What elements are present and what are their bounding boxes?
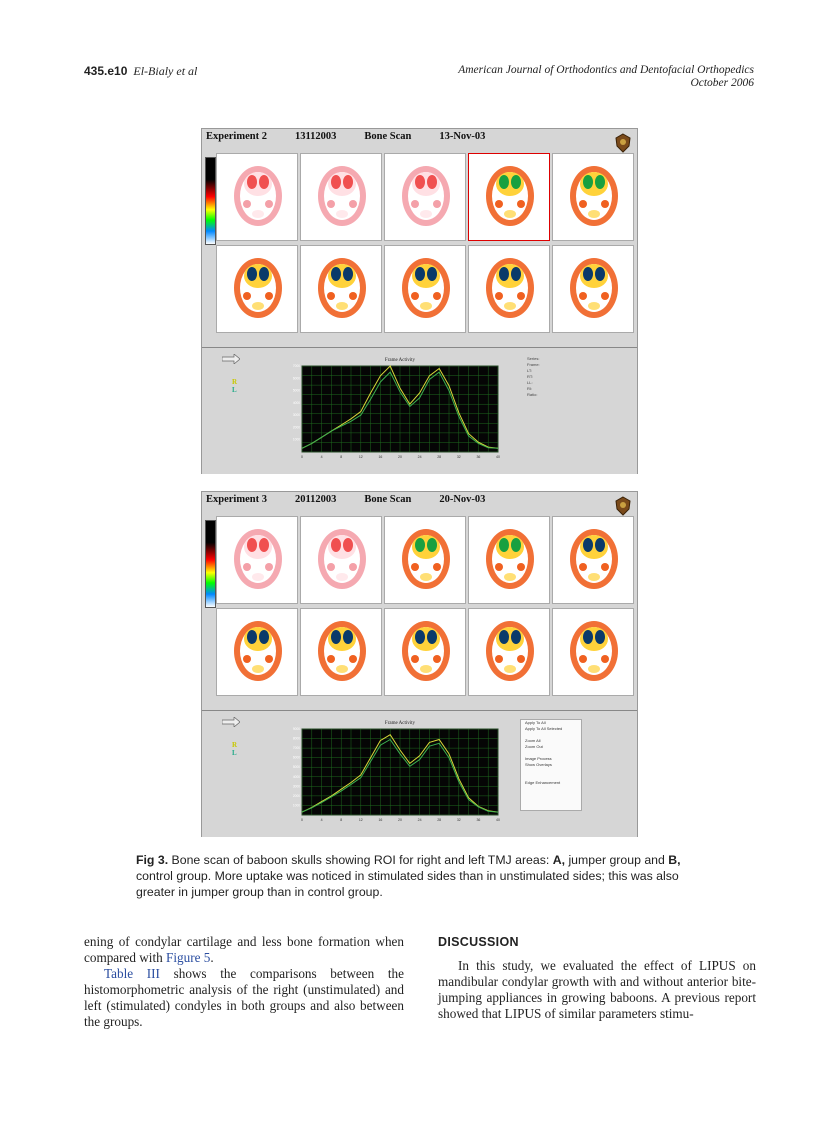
stat-label: LL: (527, 380, 533, 385)
body-column-right (438, 934, 756, 1022)
scan-thumbnail[interactable] (216, 153, 298, 241)
scan-thumbnail[interactable] (216, 245, 298, 333)
scan-thumbnail[interactable] (384, 245, 466, 333)
menu-item[interactable]: Zoom Out (525, 744, 543, 749)
x-tick-label: 36 (476, 455, 481, 459)
scan-thumbnail[interactable] (384, 153, 466, 241)
skull-scan-image (469, 517, 551, 605)
stat-label: RI: (527, 386, 533, 391)
skull-scan-image (553, 246, 635, 334)
skull-scan-image (385, 154, 467, 242)
skull-scan-image (301, 609, 383, 697)
menu-item[interactable]: Zoom All (525, 738, 541, 743)
scan-date: 13-Nov-03 (439, 131, 486, 142)
scan-grid (216, 516, 636, 706)
scan-thumbnail[interactable] (468, 153, 550, 241)
table-link[interactable]: Table III (104, 966, 160, 981)
authors: El-Bialy et al (133, 64, 198, 78)
figure-caption (136, 852, 716, 900)
paragraph-text: ening of condylar cartilage and less bone formation when compared with (84, 934, 404, 965)
stat-label: Frame: (527, 362, 540, 367)
skull-scan-image (469, 154, 551, 242)
scan-thumbnail[interactable] (300, 245, 382, 333)
scan-type: Bone Scan (364, 131, 412, 142)
skull-scan-image (217, 154, 299, 242)
running-header-left (84, 64, 197, 79)
x-tick-label: 20 (398, 455, 402, 459)
experiment-label: Experiment 3 (206, 494, 267, 505)
y-tick-label: 4000 (292, 400, 300, 405)
x-tick-label: 0 (301, 455, 303, 459)
x-tick-label: 40 (496, 818, 500, 822)
skull-scan-image (469, 246, 551, 334)
x-tick-label: 16 (378, 455, 383, 459)
y-tick-label: 5000 (292, 765, 300, 770)
y-tick-label: 6000 (292, 755, 300, 760)
experiment-label: Experiment 2 (206, 131, 267, 142)
y-tick-label: 3000 (292, 413, 300, 418)
skull-scan-image (553, 154, 635, 242)
x-tick-label: 0 (301, 818, 303, 822)
frame-activity-chart (262, 352, 502, 470)
y-tick-label: 8000 (292, 736, 300, 741)
skull-scan-image (385, 517, 467, 605)
x-tick-label: 12 (358, 455, 363, 459)
skull-scan-image (217, 246, 299, 334)
color-scale (205, 520, 216, 608)
journal-title: American Journal of Orthodontics and Dentofacial Orthopedics (458, 64, 754, 76)
panel-title (206, 131, 513, 142)
y-tick-label: 1000 (292, 437, 300, 442)
skull-scan-image (301, 517, 383, 605)
scan-type: Bone Scan (364, 494, 412, 505)
legend-l: L (232, 386, 237, 394)
paragraph-text: . (210, 950, 214, 965)
x-tick-label: 8 (340, 818, 343, 822)
experiment-id: 20112003 (294, 494, 337, 505)
skull-scan-image (217, 609, 299, 697)
scan-thumbnail[interactable] (300, 153, 382, 241)
caption-text: jumper group and (565, 853, 669, 867)
skull-scan-image (553, 517, 635, 605)
context-menu (520, 719, 582, 811)
x-tick-label: 24 (417, 818, 422, 822)
x-tick-label: 8 (340, 455, 343, 459)
scan-thumbnail[interactable] (384, 516, 466, 604)
y-tick-label: 2000 (292, 425, 300, 430)
legend-r: R (232, 741, 238, 749)
x-tick-label: 4 (320, 455, 323, 459)
scan-thumbnail[interactable] (300, 516, 382, 604)
experiment-id: 13112003 (294, 131, 337, 142)
stat-label: LT: (527, 368, 533, 373)
scan-thumbnail[interactable] (552, 153, 634, 241)
section-heading: DISCUSSION (438, 935, 519, 949)
caption-label: Fig 3. (136, 853, 169, 867)
menu-item[interactable]: Image Process (525, 756, 552, 761)
skull-scan-image (301, 154, 383, 242)
caption-part-a: A, (552, 853, 566, 867)
color-scale (205, 157, 216, 245)
y-tick-label: 7000 (292, 364, 300, 368)
y-tick-label: 5000 (292, 388, 300, 393)
y-tick-label: 9000 (292, 727, 300, 731)
figure-panel-b (201, 491, 638, 837)
panel-title (206, 494, 513, 505)
x-tick-label: 12 (358, 818, 363, 822)
skull-scan-image (553, 609, 635, 697)
scan-thumbnail[interactable] (552, 516, 634, 604)
scan-grid (216, 153, 636, 343)
paragraph-text: shows the comparisons between the histomorphometric analysis of the right (unstimulated) and left (stimulated) condyles in both groups and also between the groups. (84, 966, 404, 1029)
menu-item[interactable]: Apply To All (525, 720, 546, 725)
menu-item[interactable]: Apply To All Selected (525, 726, 563, 731)
arrow-icon (222, 354, 240, 364)
y-tick-label: 7000 (292, 746, 300, 751)
x-tick-label: 28 (437, 455, 442, 459)
legend-l: L (232, 749, 237, 757)
x-tick-label: 36 (476, 818, 481, 822)
roi-legend (232, 378, 237, 394)
scan-thumbnail[interactable] (216, 516, 298, 604)
x-tick-label: 20 (398, 818, 402, 822)
x-tick-label: 28 (437, 818, 442, 822)
menu-item[interactable]: Show Overlays (525, 762, 552, 767)
scan-thumbnail[interactable] (552, 608, 634, 696)
journal-issue: October 2006 (690, 77, 754, 89)
paragraph (84, 966, 404, 1030)
scan-thumbnail[interactable] (300, 608, 382, 696)
stat-label: RT: (527, 374, 533, 379)
paragraph (84, 934, 404, 966)
stat-label: Series: (527, 356, 540, 361)
scan-thumbnail[interactable] (552, 245, 634, 333)
x-tick-label: 4 (320, 818, 323, 822)
scan-thumbnail[interactable] (384, 608, 466, 696)
y-tick-label: 1000 (292, 803, 300, 808)
x-tick-label: 16 (378, 818, 383, 822)
body-column-left (84, 934, 404, 1030)
chart-title: Frame Activity (384, 721, 416, 726)
page-number: 435.e10 (84, 64, 128, 78)
caption-text: control group. More uptake was noticed in stimulated sides than in unstimulated sides; this was also greater in jumper group than in control group. (136, 869, 679, 899)
x-tick-label: 24 (417, 455, 422, 459)
figure-link[interactable]: Figure 5 (166, 950, 211, 965)
stats-list (527, 356, 635, 426)
caption-part-b: B, (668, 853, 681, 867)
x-tick-label: 32 (456, 818, 461, 822)
scan-date: 20-Nov-03 (439, 494, 486, 505)
frame-activity-chart (262, 715, 502, 833)
skull-scan-image (217, 517, 299, 605)
stat-label: Ratio: (527, 392, 538, 397)
chart-title: Frame Activity (384, 358, 416, 363)
scan-thumbnail[interactable] (468, 245, 550, 333)
scan-thumbnail[interactable] (468, 516, 550, 604)
crest-icon (615, 496, 631, 516)
y-tick-label: 6000 (292, 376, 300, 381)
skull-scan-image (301, 246, 383, 334)
x-tick-label: 40 (496, 455, 500, 459)
caption-text: Bone scan of baboon skulls showing ROI for right and left TMJ areas: (168, 853, 553, 867)
y-tick-label: 4000 (292, 774, 300, 779)
crest-icon (615, 133, 631, 153)
x-tick-label: 32 (456, 455, 461, 459)
running-header-right (458, 64, 754, 90)
arrow-icon (222, 717, 240, 727)
legend-r: R (232, 378, 238, 386)
paragraph: In this study, we evaluated the effect of LIPUS on mandibular condylar growth with and without anterior bite-jumping appliances in growing baboons. A previous report showed that LIPUS of similar parameters stimu- (438, 958, 756, 1021)
roi-legend (232, 741, 237, 757)
menu-item[interactable]: Edge Enhancement (525, 780, 561, 785)
figure-panel-a (201, 128, 638, 474)
activity-area (202, 347, 637, 474)
skull-scan-image (385, 246, 467, 334)
y-tick-label: 3000 (292, 784, 300, 789)
scan-thumbnail[interactable] (468, 608, 550, 696)
activity-area (202, 710, 637, 837)
skull-scan-image (469, 609, 551, 697)
scan-thumbnail[interactable] (216, 608, 298, 696)
y-tick-label: 2000 (292, 793, 300, 798)
skull-scan-image (385, 609, 467, 697)
